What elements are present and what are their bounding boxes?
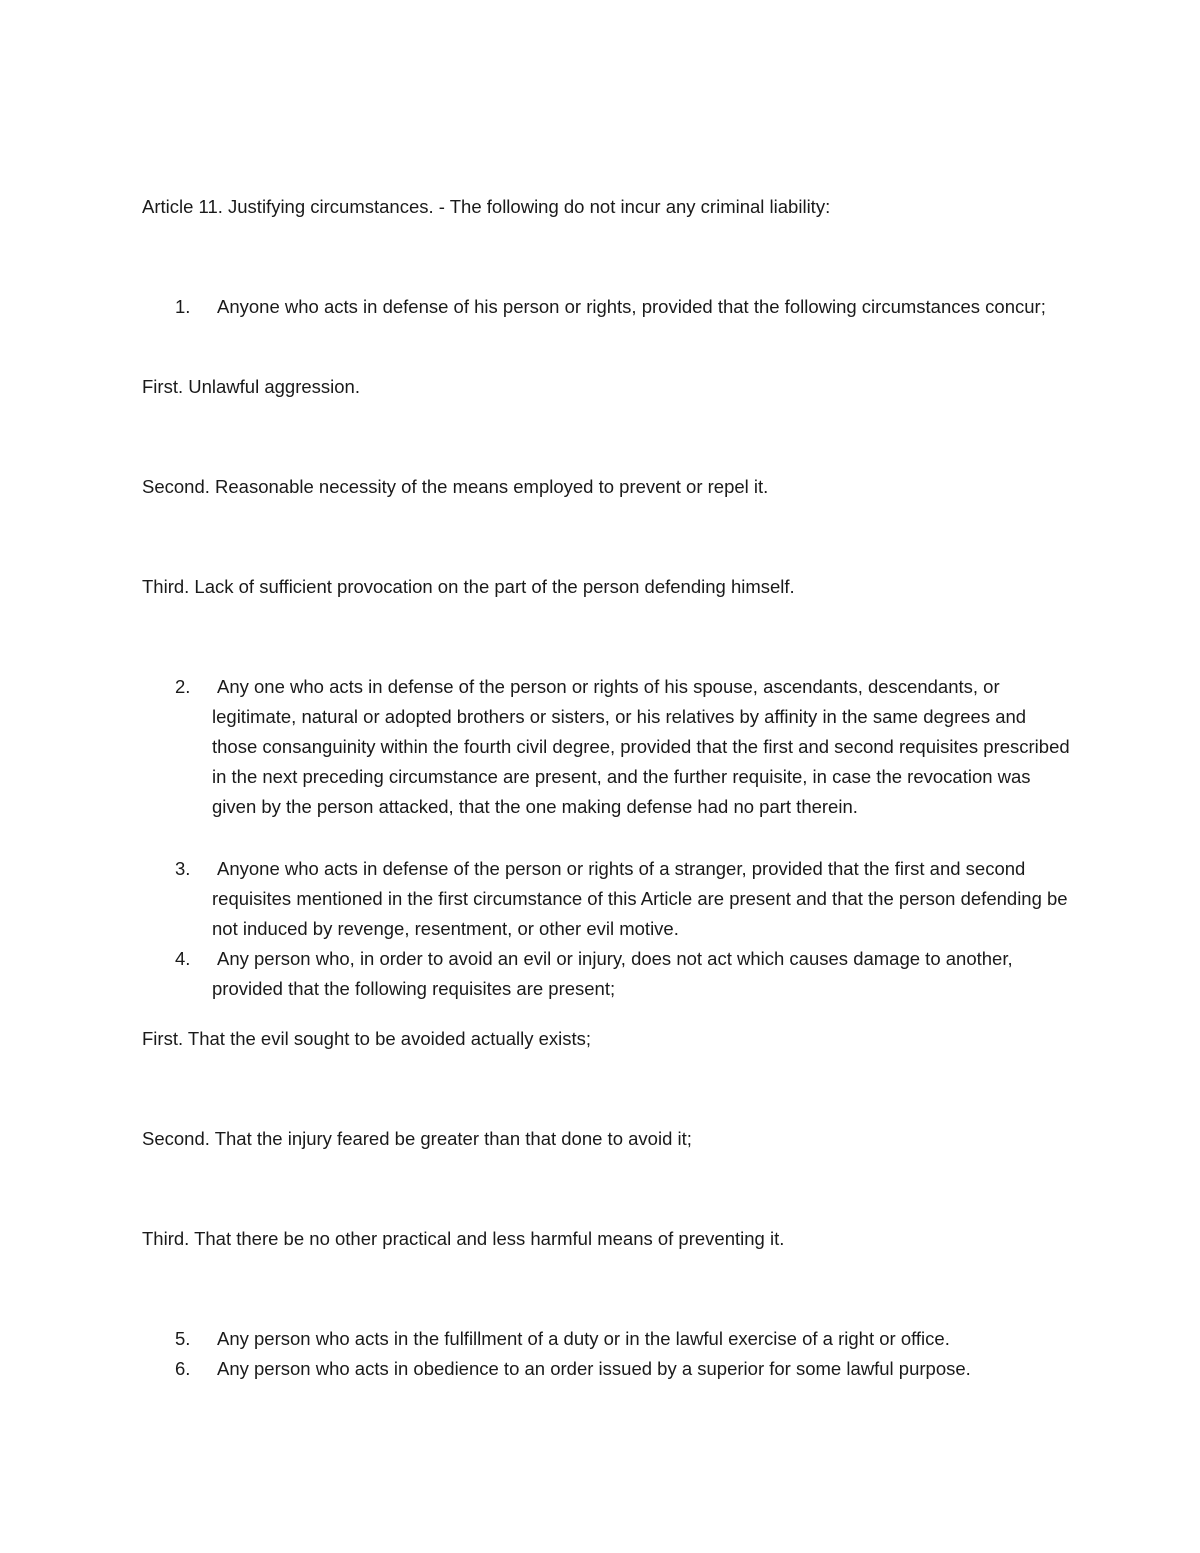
- list-item-number: 1.: [175, 296, 191, 317]
- list-item: Any person who, in order to avoid an evil or injury, does not act which causes damage to another, provided that the following requisites are present;: [212, 948, 1013, 999]
- article-heading: Article 11. Justifying circumstances. - The following do not incur any criminal liability:: [142, 196, 831, 217]
- list-item: Any one who acts in defense of the person or rights of his spouse, ascendants, descendants, or legitimate, natural or adopted brothers or sisters, or his relatives by affinity in the same degrees and those consanguinity within the fourth civil degree, provided that the first and second requisites prescribed in the next preceding circumstance are present, and the further requisite, in case the revocation was given by the person attacked, that the one making defense had no part therein.: [212, 676, 1070, 817]
- list-item: Anyone who acts in defense of the person or rights of a stranger, provided that the first and second requisites mentioned in the first circumstance of this Article are present and that the person defending be not induced by revenge, resentment, or other evil motive.: [212, 858, 1068, 939]
- requisite-third: Third. Lack of sufficient provocation on the part of the person defending himself.: [142, 576, 795, 597]
- list-item-number: 5.: [175, 1328, 191, 1349]
- list-item-number: 3.: [175, 858, 191, 879]
- list-item-number: 6.: [175, 1358, 191, 1379]
- requisite-first: First. Unlawful aggression.: [142, 376, 360, 397]
- necessity-requisite-third: Third. That there be no other practical and less harmful means of preventing it.: [142, 1228, 785, 1249]
- necessity-requisite-first: First. That the evil sought to be avoided actually exists;: [142, 1028, 592, 1049]
- list-item-number: 4.: [175, 948, 191, 969]
- list-item: Any person who acts in the fulfillment of a duty or in the lawful exercise of a right or office.: [217, 1328, 950, 1349]
- requisite-second: Second. Reasonable necessity of the means employed to prevent or repel it.: [142, 476, 769, 497]
- necessity-requisite-second: Second. That the injury feared be greater than that done to avoid it;: [142, 1128, 692, 1149]
- list-item-number: 2.: [175, 676, 191, 697]
- list-item: Anyone who acts in defense of his person or rights, provided that the following circumstances concur;: [217, 296, 1046, 317]
- list-item: Any person who acts in obedience to an order issued by a superior for some lawful purpose.: [217, 1358, 971, 1379]
